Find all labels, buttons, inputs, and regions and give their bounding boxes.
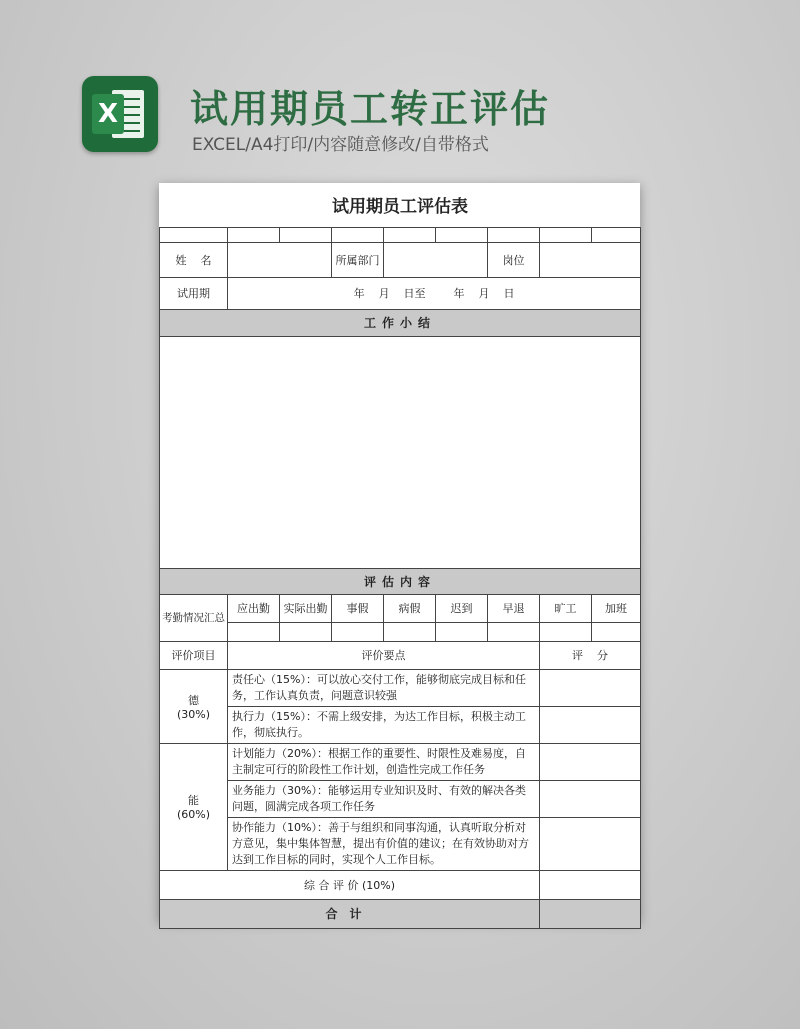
- attendance-value-cell[interactable]: [280, 622, 332, 641]
- score-header: 评 分: [540, 641, 641, 669]
- page-title: 试用期员工转正评估: [190, 87, 551, 131]
- ability-point: 业务能力（30%）：能够运用专业知识及时、有效的解决各类问题，圆满完成各项工作任务: [228, 780, 540, 817]
- work-summary-area[interactable]: [160, 336, 641, 568]
- score-cell[interactable]: [540, 669, 641, 706]
- department-value-cell[interactable]: [384, 242, 488, 277]
- overall-score-cell[interactable]: [540, 870, 641, 899]
- attendance-value-cell[interactable]: [332, 622, 384, 641]
- attendance-value-cell[interactable]: [436, 622, 488, 641]
- department-label: 所属部门: [332, 242, 384, 277]
- virtue-weight: (30%): [176, 707, 211, 721]
- score-cell[interactable]: [540, 743, 641, 780]
- virtue-point: 执行力（15%）：不需上级安排，为达工作目标，积极主动工作，彻底执行。: [228, 706, 540, 743]
- attendance-value-cell[interactable]: [488, 622, 540, 641]
- ability-point: 计划能力（20%）：根据工作的重要性、时限性及难易度，自主制定可行的阶段性工作计划，创造性完成工作任务: [228, 743, 540, 780]
- attendance-col-header: 病假: [384, 594, 436, 622]
- attendance-col-header: 事假: [332, 594, 384, 622]
- attendance-value-cell[interactable]: [592, 622, 641, 641]
- name-value-cell[interactable]: [228, 242, 332, 277]
- points-header: 评价要点: [228, 641, 540, 669]
- post-label: 岗位: [488, 242, 540, 277]
- score-cell[interactable]: [540, 780, 641, 817]
- ability-weight: (60%): [176, 808, 211, 821]
- spacer-cell: [384, 227, 436, 242]
- attendance-col-header: 旷工: [540, 594, 592, 622]
- spacer-cell: [160, 227, 228, 242]
- form-title: 试用期员工评估表: [332, 197, 469, 218]
- spacer-cell: [592, 227, 641, 242]
- spacer-cell: [332, 227, 384, 242]
- score-cell[interactable]: [540, 706, 641, 743]
- attendance-col-header: 早退: [488, 594, 540, 622]
- score-cell[interactable]: [540, 817, 641, 870]
- attendance-label: 考勤情况汇总: [160, 594, 228, 641]
- attendance-value-cell[interactable]: [228, 622, 280, 641]
- page-subtitle: EXCEL/A4打印/内容随意修改/自带格式: [192, 135, 489, 155]
- attendance-col-header: 加班: [592, 594, 641, 622]
- attendance-col-header: 实际出勤: [280, 594, 332, 622]
- item-header: 评价项目: [160, 641, 228, 669]
- total-score-cell[interactable]: [540, 899, 641, 928]
- evaluation-form-table: [159, 183, 641, 929]
- ability-label-cell: [160, 743, 228, 870]
- form-paper: [159, 183, 640, 920]
- period-label: 试用期: [160, 277, 228, 309]
- virtue-label: 德: [188, 693, 199, 707]
- excel-logo: [82, 76, 158, 152]
- name-label: 姓 名: [160, 242, 228, 277]
- evaluation-header: 评估内容: [160, 568, 641, 594]
- virtue-label-cell: [160, 669, 228, 743]
- spacer-cell: [540, 227, 592, 242]
- spacer-cell: [436, 227, 488, 242]
- attendance-value-cell[interactable]: [540, 622, 592, 641]
- attendance-value-cell[interactable]: [384, 622, 436, 641]
- excel-x-badge: X: [92, 94, 124, 134]
- spacer-cell: [280, 227, 332, 242]
- ability-label: 能: [188, 794, 199, 807]
- ability-point: 协作能力（10%）：善于与组织和同事沟通，认真听取分析对方意见，集中集体智慧，提出有价值的建议；在有效协助对方达到工作目标的同时，实现个人工作目标。: [228, 817, 540, 870]
- overall-evaluation-label: 综 合 评 价 (10%): [160, 870, 540, 899]
- attendance-col-header: 应出勤: [228, 594, 280, 622]
- spacer-cell: [488, 227, 540, 242]
- attendance-col-header: 迟到: [436, 594, 488, 622]
- period-value-cell[interactable]: 年 月 日至 年 月 日: [228, 277, 641, 309]
- total-label: 合计: [160, 899, 540, 928]
- virtue-point: 责任心（15%）：可以放心交付工作，能够彻底完成目标和任务，工作认真负责，问题意识较强: [228, 669, 540, 706]
- spacer-cell: [228, 227, 280, 242]
- work-summary-header: 工作小结: [160, 309, 641, 336]
- post-value-cell[interactable]: [540, 242, 641, 277]
